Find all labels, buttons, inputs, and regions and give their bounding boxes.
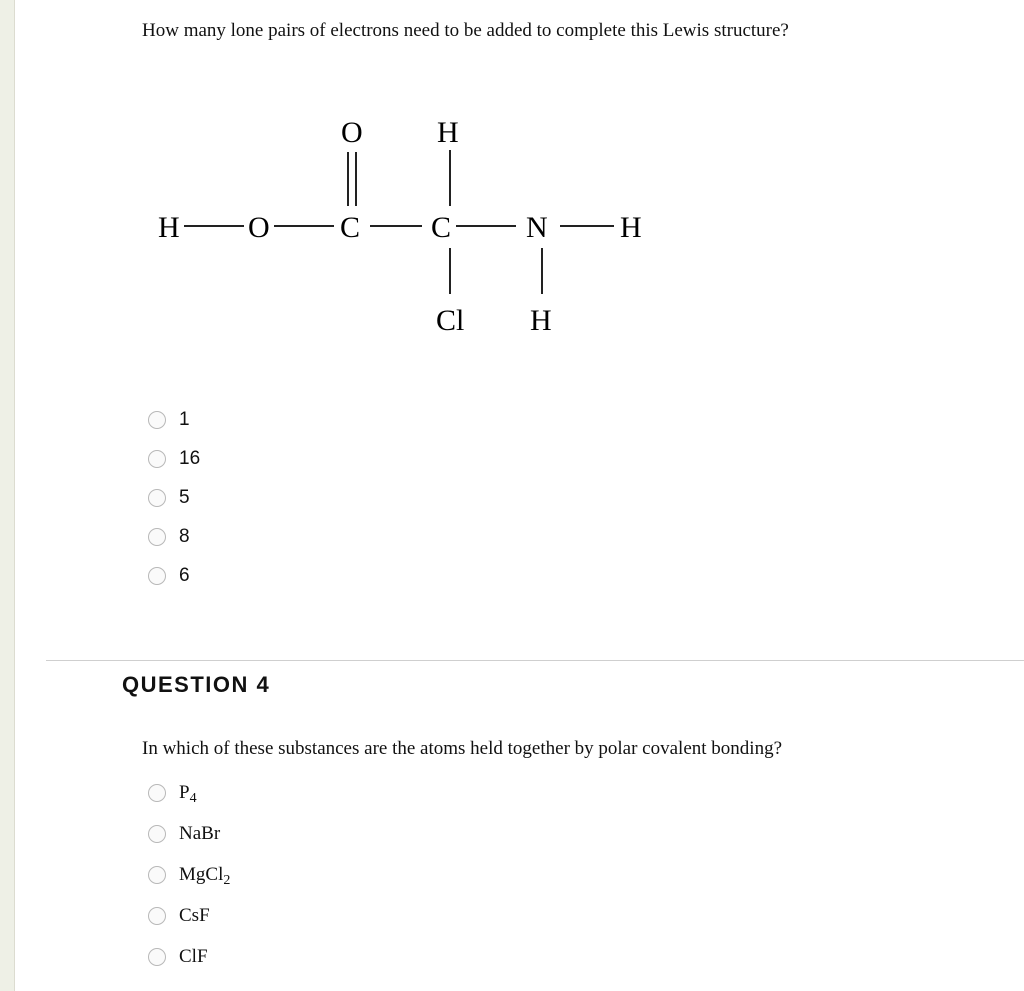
radio-button[interactable] xyxy=(148,528,166,546)
option-label: $P_4$ xyxy=(179,781,197,806)
radio-button[interactable] xyxy=(148,411,166,429)
q4-option-csf[interactable] xyxy=(148,895,230,936)
atom-o-double: O xyxy=(341,116,363,149)
radio-button[interactable] xyxy=(148,866,166,884)
option-subscript: 2 xyxy=(223,872,231,888)
q3-option-2[interactable] xyxy=(148,439,200,478)
atom-c2: C xyxy=(431,211,452,244)
question-4-options xyxy=(148,772,230,977)
radio-button[interactable] xyxy=(148,567,166,585)
atom-o-single: O xyxy=(248,211,270,244)
option-label: 1 xyxy=(179,408,190,430)
lewis-structure-diagram xyxy=(140,110,680,340)
atom-h-top: H xyxy=(437,116,459,149)
radio-button[interactable] xyxy=(148,450,166,468)
option-label: MgCl$_2$ xyxy=(179,863,231,888)
option-label: 16 xyxy=(179,447,201,469)
page-left-edge xyxy=(0,0,15,991)
radio-button[interactable] xyxy=(148,948,166,966)
question-4-text: In which of these substances are the atoms held together by polar covalent bonding? xyxy=(142,738,782,759)
question-divider xyxy=(46,660,1024,661)
atom-c1: C xyxy=(340,211,361,244)
radio-button[interactable] xyxy=(148,489,166,507)
question-4-heading: QUESTION 4 xyxy=(122,672,271,697)
atom-cl: Cl xyxy=(436,304,465,337)
atom-h-bottom: H xyxy=(530,304,552,337)
option-label: 6 xyxy=(179,564,190,586)
radio-button[interactable] xyxy=(148,907,166,925)
option-label: ClF xyxy=(179,945,208,967)
atom-n: N xyxy=(526,211,548,244)
q3-option-1[interactable] xyxy=(148,400,200,439)
q3-option-4[interactable] xyxy=(148,517,200,556)
atom-h-left: H xyxy=(158,211,180,244)
q4-option-p4[interactable] xyxy=(148,772,230,813)
atom-h-right: H xyxy=(620,211,642,244)
radio-button[interactable] xyxy=(148,825,166,843)
question-3-text: How many lone pairs of electrons need to be added to complete this Lewis structure? xyxy=(142,20,789,41)
radio-button[interactable] xyxy=(148,784,166,802)
q4-option-mgcl2[interactable] xyxy=(148,854,230,895)
q4-option-nabr[interactable] xyxy=(148,813,230,854)
q4-option-clf[interactable] xyxy=(148,936,230,977)
option-subscript: 4 xyxy=(189,790,197,806)
q3-option-3[interactable] xyxy=(148,478,200,517)
option-label: CsF xyxy=(179,904,210,926)
option-label: NaBr xyxy=(179,822,221,844)
option-label: 5 xyxy=(179,486,190,508)
option-label: 8 xyxy=(179,525,190,547)
q3-option-5[interactable] xyxy=(148,556,200,595)
question-3-options xyxy=(148,400,200,595)
